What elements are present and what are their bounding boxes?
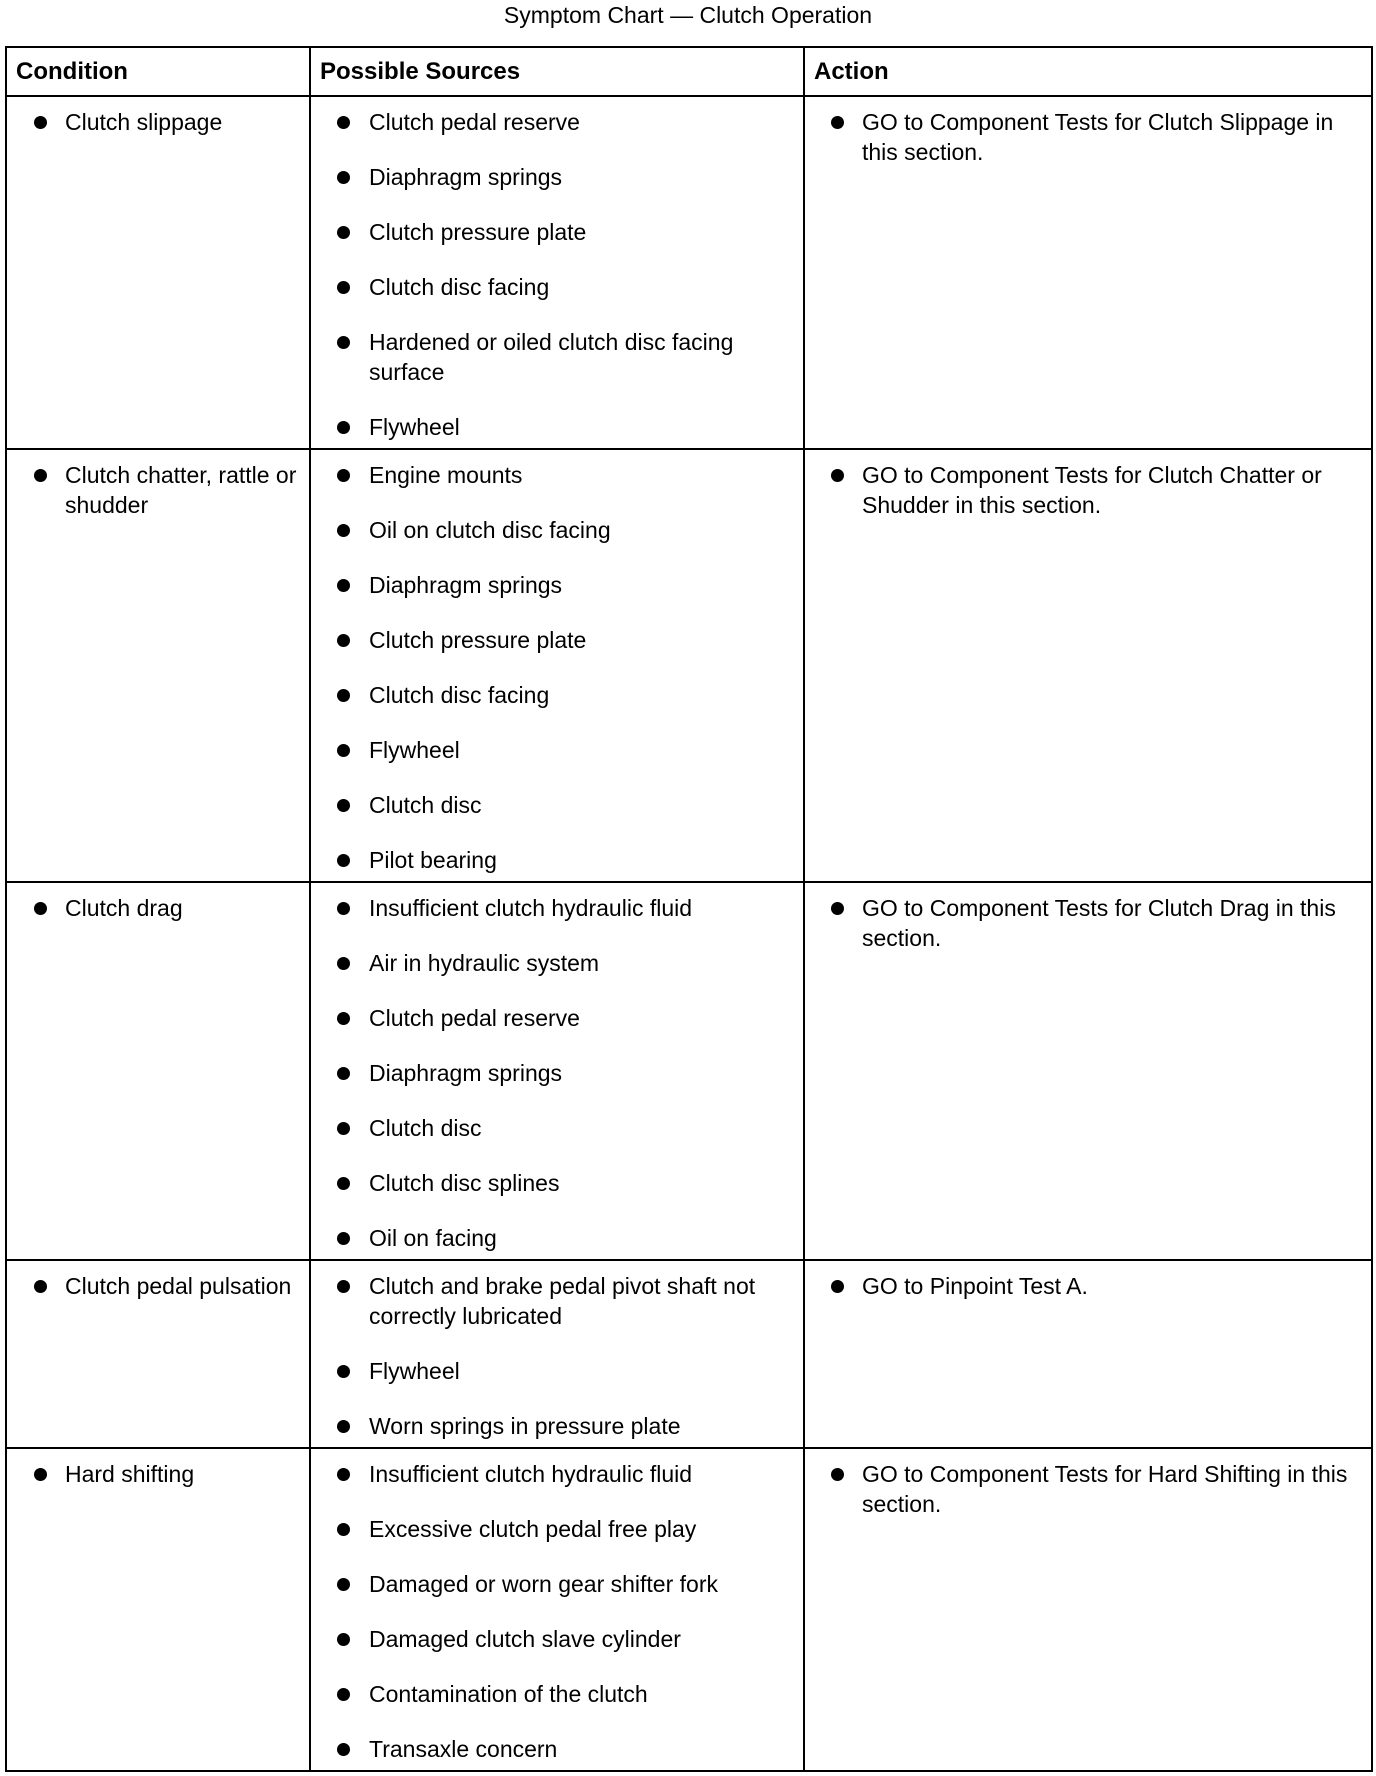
list-item — [311, 1679, 797, 1709]
bullet-list — [805, 1449, 1371, 1519]
bullet-icon — [831, 1280, 844, 1293]
bullet-list — [7, 1261, 309, 1301]
list-item-text: Insufficient clutch hydraulic fluid — [369, 1461, 693, 1487]
bullet-list — [7, 1449, 309, 1489]
list-item-text: Hardened or oiled clutch disc facing surface — [369, 329, 734, 385]
list-item-text: Worn springs in pressure plate — [369, 1413, 681, 1439]
bullet-icon — [337, 902, 350, 915]
bullet-icon — [34, 1468, 47, 1481]
list-item-text: Contamination of the clutch — [369, 1681, 648, 1707]
bullet-icon — [337, 1012, 350, 1025]
bullet-icon — [337, 957, 350, 970]
list-item — [311, 1058, 797, 1088]
list-item-text: Diaphragm springs — [369, 572, 563, 598]
action-cell — [804, 449, 1372, 882]
header-action: Action — [804, 47, 1372, 96]
list-item — [311, 1569, 797, 1599]
bullet-icon — [337, 744, 350, 757]
list-item — [805, 1459, 1365, 1519]
list-item — [311, 1514, 797, 1544]
list-item-text: Clutch chatter, rattle or shudder — [65, 462, 297, 518]
bullet-icon — [337, 1067, 350, 1080]
condition-cell — [6, 1260, 310, 1448]
bullet-icon — [337, 1122, 350, 1135]
bullet-icon — [34, 469, 47, 482]
condition-cell — [6, 1448, 310, 1771]
table-row — [6, 449, 1372, 882]
list-item-text: Oil on facing — [369, 1225, 497, 1251]
list-item — [805, 893, 1365, 953]
bullet-icon — [337, 579, 350, 592]
list-item-text: GO to Component Tests for Clutch Slippage in this section. — [862, 109, 1334, 165]
bullet-icon — [831, 902, 844, 915]
header-condition: Condition — [6, 47, 310, 96]
bullet-icon — [337, 1365, 350, 1378]
list-item-text: Insufficient clutch hydraulic fluid — [369, 895, 693, 921]
list-item — [805, 1271, 1365, 1301]
list-item — [311, 1271, 797, 1331]
bullet-icon — [337, 1280, 350, 1293]
bullet-icon — [337, 116, 350, 129]
list-item-text: GO to Component Tests for Clutch Drag in this section. — [862, 895, 1336, 951]
sources-cell — [310, 1448, 804, 1771]
bullet-icon — [337, 689, 350, 702]
list-item — [311, 570, 797, 600]
bullet-icon — [34, 902, 47, 915]
bullet-icon — [34, 116, 47, 129]
list-item-text: GO to Component Tests for Clutch Chatter or Shudder in this section. — [862, 462, 1322, 518]
list-item-text: Damaged clutch slave cylinder — [369, 1626, 681, 1652]
bullet-icon — [337, 854, 350, 867]
bullet-icon — [831, 116, 844, 129]
bullet-list — [311, 97, 803, 442]
list-item-text: Air in hydraulic system — [369, 950, 600, 976]
list-item-text: Clutch pedal reserve — [369, 109, 580, 135]
bullet-list — [805, 1261, 1371, 1301]
list-item-text: Damaged or worn gear shifter fork — [369, 1571, 718, 1597]
list-item-text: Pilot bearing — [369, 847, 497, 873]
condition-cell — [6, 96, 310, 449]
sources-cell — [310, 96, 804, 449]
bullet-list — [311, 1261, 803, 1441]
bullet-icon — [337, 281, 350, 294]
list-item — [805, 107, 1365, 167]
list-item — [311, 1459, 797, 1489]
list-item — [311, 1168, 797, 1198]
list-item — [311, 460, 797, 490]
bullet-icon — [337, 1232, 350, 1245]
list-item — [311, 272, 797, 302]
condition-cell — [6, 449, 310, 882]
list-item — [311, 1356, 797, 1386]
list-item — [311, 845, 797, 875]
list-item-text: Clutch pressure plate — [369, 219, 587, 245]
list-item — [311, 625, 797, 655]
bullet-icon — [337, 226, 350, 239]
bullet-icon — [337, 421, 350, 434]
action-cell — [804, 1260, 1372, 1448]
list-item-text: Flywheel — [369, 414, 460, 440]
list-item-text: Clutch disc facing — [369, 682, 550, 708]
table-row — [6, 1260, 1372, 1448]
sources-cell — [310, 1260, 804, 1448]
list-item-text: Engine mounts — [369, 462, 523, 488]
table-row — [6, 96, 1372, 449]
bullet-icon — [34, 1280, 47, 1293]
chart-title: Symptom Chart — Clutch Operation — [503, 2, 873, 28]
list-item — [311, 735, 797, 765]
list-item-text: GO to Pinpoint Test A. — [862, 1273, 1088, 1299]
bullet-icon — [337, 1633, 350, 1646]
list-item — [311, 1734, 797, 1764]
bullet-icon — [337, 1578, 350, 1591]
list-item — [311, 162, 797, 192]
table-body — [6, 96, 1372, 1771]
condition-cell — [6, 882, 310, 1260]
list-item-text: Clutch slippage — [65, 109, 223, 135]
list-item-text: Diaphragm springs — [369, 164, 563, 190]
bullet-list — [311, 883, 803, 1253]
list-item-text: Clutch pressure plate — [369, 627, 587, 653]
bullet-icon — [337, 1420, 350, 1433]
list-item-text: Clutch disc — [369, 792, 482, 818]
list-item-text: Flywheel — [369, 737, 460, 763]
bullet-icon — [337, 336, 350, 349]
bullet-icon — [337, 171, 350, 184]
list-item — [805, 460, 1365, 520]
list-item-text: Clutch pedal pulsation — [65, 1273, 292, 1299]
list-item — [311, 217, 797, 247]
list-item — [311, 948, 797, 978]
bullet-icon — [337, 799, 350, 812]
list-item — [7, 460, 303, 520]
list-item-text: Clutch pedal reserve — [369, 1005, 580, 1031]
list-item-text: GO to Component Tests for Hard Shifting in this section. — [862, 1461, 1348, 1517]
table-row — [6, 1448, 1372, 1771]
table-row — [6, 882, 1372, 1260]
list-item — [7, 1459, 303, 1489]
list-item-text: Clutch disc facing — [369, 274, 550, 300]
symptom-table — [5, 46, 1373, 1772]
bullet-icon — [337, 1468, 350, 1481]
bullet-icon — [831, 1468, 844, 1481]
bullet-list — [311, 450, 803, 875]
action-cell — [804, 96, 1372, 449]
list-item-text: Flywheel — [369, 1358, 460, 1384]
list-item-text: Clutch disc — [369, 1115, 482, 1141]
bullet-icon — [337, 524, 350, 537]
list-item — [311, 1113, 797, 1143]
action-cell — [804, 1448, 1372, 1771]
bullet-list — [805, 450, 1371, 520]
bullet-icon — [337, 1523, 350, 1536]
list-item-text: Clutch drag — [65, 895, 183, 921]
list-item-text: Hard shifting — [65, 1461, 195, 1487]
list-item — [311, 515, 797, 545]
bullet-list — [7, 450, 309, 520]
bullet-list — [805, 97, 1371, 167]
list-item — [7, 893, 303, 923]
list-item — [311, 107, 797, 137]
bullet-icon — [337, 1177, 350, 1190]
list-item-text: Excessive clutch pedal free play — [369, 1516, 697, 1542]
bullet-list — [7, 97, 309, 137]
list-item — [311, 680, 797, 710]
list-item-text: Oil on clutch disc facing — [369, 517, 611, 543]
sources-cell — [310, 882, 804, 1260]
action-cell — [804, 882, 1372, 1260]
list-item — [7, 1271, 303, 1301]
list-item — [311, 893, 797, 923]
list-item-text: Transaxle concern — [369, 1736, 558, 1762]
list-item — [311, 1003, 797, 1033]
sources-cell — [310, 449, 804, 882]
list-item-text: Clutch and brake pedal pivot shaft not correctly lubricated — [369, 1273, 756, 1329]
header-possible-sources: Possible Sources — [310, 47, 804, 96]
bullet-icon — [831, 469, 844, 482]
bullet-list — [311, 1449, 803, 1764]
header-row — [6, 47, 1372, 96]
list-item — [311, 412, 797, 442]
bullet-icon — [337, 469, 350, 482]
list-item — [311, 1223, 797, 1253]
list-item — [311, 1411, 797, 1441]
bullet-list — [805, 883, 1371, 953]
bullet-icon — [337, 634, 350, 647]
bullet-list — [7, 883, 309, 923]
list-item — [311, 790, 797, 820]
list-item-text: Clutch disc splines — [369, 1170, 560, 1196]
list-item — [311, 327, 797, 387]
list-item-text: Diaphragm springs — [369, 1060, 563, 1086]
list-item — [311, 1624, 797, 1654]
bullet-icon — [337, 1743, 350, 1756]
list-item — [7, 107, 303, 137]
bullet-icon — [337, 1688, 350, 1701]
